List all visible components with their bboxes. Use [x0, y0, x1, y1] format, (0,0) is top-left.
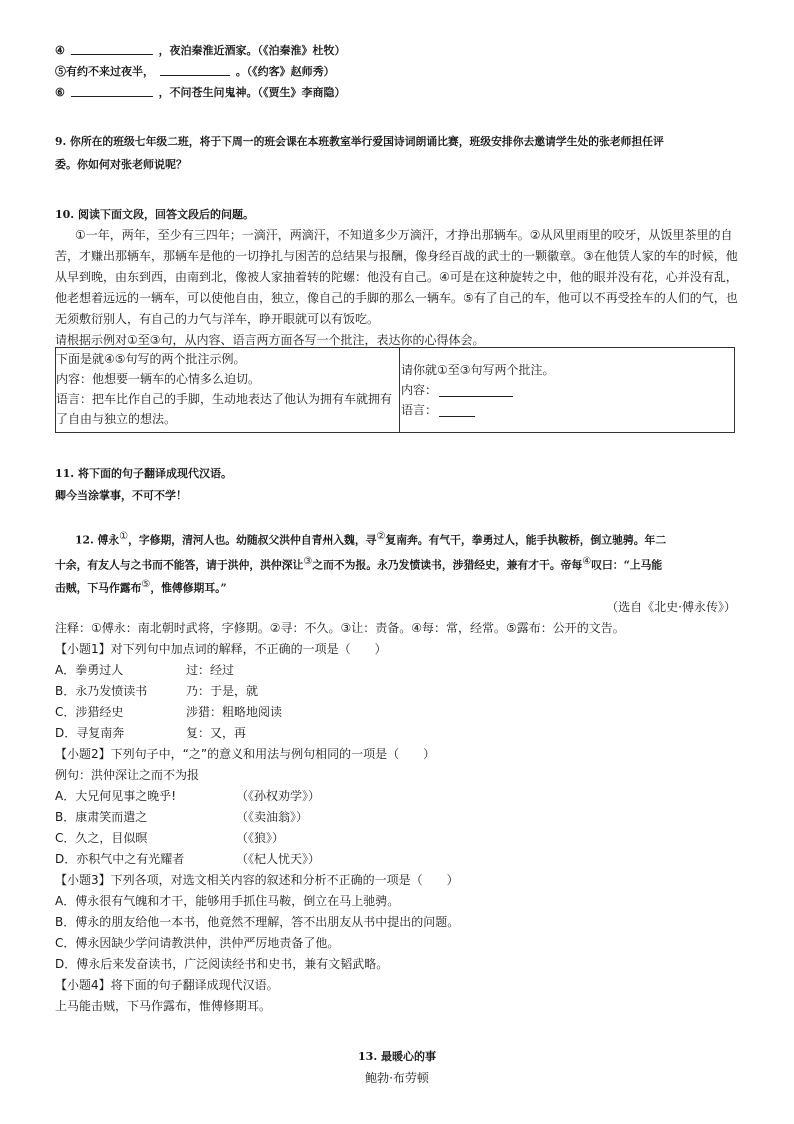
poem-line-6 [55, 84, 346, 100]
sub2-src-a: （《孙权劝学》） [236, 789, 321, 803]
q10-passage-line2: 苦，才赚出那辆车，那辆车是他的一切挣扎与困苦的总结果与报酬，像身经百战的武士的一颗徽章。③在他赁人家的车的时候，他 [55, 249, 738, 263]
sub2-src-c: （《狼》） [236, 831, 285, 845]
example-cell [56, 349, 392, 429]
sub3-option-b[interactable]: B．傅永的朋友给他一本书，他竟然不理解，答不出朋友从书中提出的问题。 [55, 915, 460, 929]
q12-source: （选自《北史·傅永传》） [606, 600, 736, 614]
q12-line1 [75, 531, 666, 548]
note-marker: ④ [582, 556, 592, 567]
q12-text: 十余，有友人与之书而不能答，请于洪仲，洪仲深让 [55, 558, 304, 572]
q10-passage-line1: ①一年，两年，至少有三四年；一滴汗，两滴汗，不知道多少万滴汗，才挣出那辆车。②从风里雨里的咬牙，从饭里茶里的自 [75, 228, 733, 242]
sub1-title: 【小题1】对下列句中加点词的解释，不正确的一项是（ ） [55, 642, 387, 656]
note-marker: ⑤ [141, 579, 151, 590]
sub1-gloss-a: 过：经过 [186, 663, 235, 677]
q10-passage-line5: 无须敷衍别人，有自己的力气与洋车，睁开眼就可以有饭吃。 [55, 312, 380, 326]
sub1-option-d[interactable]: D．寻复南奔 [55, 726, 125, 740]
sub2-option-c[interactable]: C．久之，目似暝 [55, 831, 148, 845]
example-line: 语言：把车比作自己的手脚，生动地表达了他认为拥有车就拥有 [56, 392, 393, 406]
poem-text: 有约不来过夜半， [66, 65, 154, 78]
answer-blank[interactable] [71, 95, 153, 97]
sub3-title: 【小题3】下列各项，对选文相关内容的叙述和分析不正确的一项是（ ） [55, 873, 459, 887]
q9-line1: 9. 你所在的班级七年级二班，将于下周一的班会课在本班教室举行爱国诗词朗诵比赛，班级安排你去邀请学生处的张老师担任评 [55, 135, 664, 148]
example-line: 内容：他想要一辆车的心情多么迫切。 [56, 372, 261, 386]
sub2-option-d[interactable]: D．亦积气中之有光耀者 [55, 852, 185, 866]
sub1-gloss-b: 乃：于是，就 [186, 684, 259, 698]
q10-instruction: 请根据示例对①至③句，从内容、语言两方面各写一个批注，表达你的心得体会。 [55, 333, 485, 347]
sub2-example: 例句：洪仲深让之而不为报 [55, 768, 200, 782]
note-marker: ③ [303, 556, 313, 567]
language-blank[interactable] [439, 415, 475, 417]
poem-text: ，夜泊秦淮近酒家。（《泊秦淮》杜牧） [158, 44, 346, 57]
annotation-table [55, 347, 735, 433]
q11-sentence: 卿今当涂掌事，不可不学！ [55, 489, 187, 502]
content-blank[interactable] [439, 395, 513, 397]
language-row [401, 400, 555, 420]
q12-text: 复南奔。有气干，拳勇过人，能手执鞍桥，倒立驰骋。年二 [385, 533, 667, 547]
poem-text: 。（《约客》赵师秀） [235, 65, 335, 78]
sub2-title: 【小题2】下列句子中，“之”的意义和用法与例句相同的一项是（ ） [55, 747, 436, 761]
q12-notes: 注释：①傅永：南北朝时武将，字修期。②寻：不久。③让：责备。④每：常，经常。⑤露布：公开的文告。 [55, 621, 625, 635]
answer-prompt: 请你就①至③句写两个批注。 [401, 363, 555, 377]
sub2-option-a[interactable]: A．大兄何见事之晚乎! [55, 789, 177, 803]
q10-passage-line3: 从早到晚，由东到西，由南到北，像被人家抽着转的陀螺：他没有自己。④可是在这种旋转之中，他的眼并没有花，心并没有乱， [55, 270, 738, 284]
note-marker: ① [119, 531, 129, 542]
sub3-option-c[interactable]: C．傅永因缺少学问请教洪仲，洪仲严厉地责备了他。 [55, 936, 340, 950]
sub1-option-b[interactable]: B．永乃发愤读书 [55, 684, 148, 698]
poem-line-4 [55, 42, 346, 58]
answer-blank[interactable] [160, 74, 230, 76]
line-number: ④ [55, 44, 65, 57]
table-divider [399, 348, 400, 432]
answer-cell [401, 360, 555, 420]
q11-title: 11. 将下面的句子翻译成现代汉语。 [55, 467, 232, 480]
sub1-gloss-c: 涉猎：粗略地阅读 [186, 705, 283, 719]
q12-text: 之而不为报。永乃发愤读书，涉猎经史，兼有才干。帝每 [312, 558, 583, 572]
content-row [401, 380, 555, 400]
sub2-option-b[interactable]: B．康肃笑而遣之 [55, 810, 148, 824]
language-label: 语言： [401, 403, 438, 417]
answer-blank[interactable] [71, 53, 153, 55]
q10-title: 10. 阅读下面文段，回答文段后的问题。 [55, 208, 254, 221]
example-line: 下面是就④⑤句写的两个批注示例。 [56, 352, 246, 366]
q12-text: 击贼，下马作露布 [55, 581, 142, 595]
q12-text: ，惟傅修期耳。” [150, 581, 227, 595]
q13-title: 13. 最暖心的事 [358, 1050, 436, 1063]
q10-passage-line4: 他老想着远远的一辆车，可以使他自由，独立，像自己的手脚的那么一辆车。⑤有了自己的车，他可以不再受拴车的人们的气，也 [55, 291, 738, 305]
poem-text: ，不问苍生问鬼神。（《贾生》李商隐） [158, 86, 346, 99]
sub1-gloss-d: 复：又，再 [186, 726, 247, 740]
sub3-option-d[interactable]: D．傅永后来发奋读书，广泛阅读经书和史书，兼有文韬武略。 [55, 957, 389, 971]
q12-text: 12. 傅永 [75, 533, 120, 547]
sub4-title: 【小题4】将下面的句子翻译成现代汉语。 [55, 978, 279, 992]
q12-line3 [55, 579, 227, 596]
q12-text: 叹曰：“上马能 [591, 558, 663, 572]
sub4-sentence: 上马能击贼，下马作露布，惟傅修期耳。 [55, 999, 272, 1013]
line-number: ⑥ [55, 86, 65, 99]
sub2-src-b: （《卖油翁》） [236, 810, 309, 824]
poem-line-5 [55, 63, 335, 79]
sub3-option-a[interactable]: A．傅永很有气魄和才干，能够用手抓住马鞍，倒立在马上驰骋。 [55, 894, 400, 908]
q13-author: 鲍勃·布劳顿 [365, 1071, 429, 1085]
q9-line2: 委。你如何对张老师说呢？ [55, 158, 187, 171]
q12-line2 [55, 556, 662, 573]
sub2-src-d: （《杞人忧天》） [236, 852, 321, 866]
sub1-option-c[interactable]: C．涉猎经史 [55, 705, 124, 719]
line-number: ⑤ [55, 65, 66, 78]
sub1-option-a[interactable]: A．拳勇过人 [55, 663, 124, 677]
content-label: 内容： [401, 383, 438, 397]
q12-text: ，字修期，清河人也。幼随叔父洪仲自青州入魏，寻 [128, 533, 377, 547]
example-line: 了自由与独立的想法。 [56, 412, 177, 426]
note-marker: ② [376, 531, 386, 542]
